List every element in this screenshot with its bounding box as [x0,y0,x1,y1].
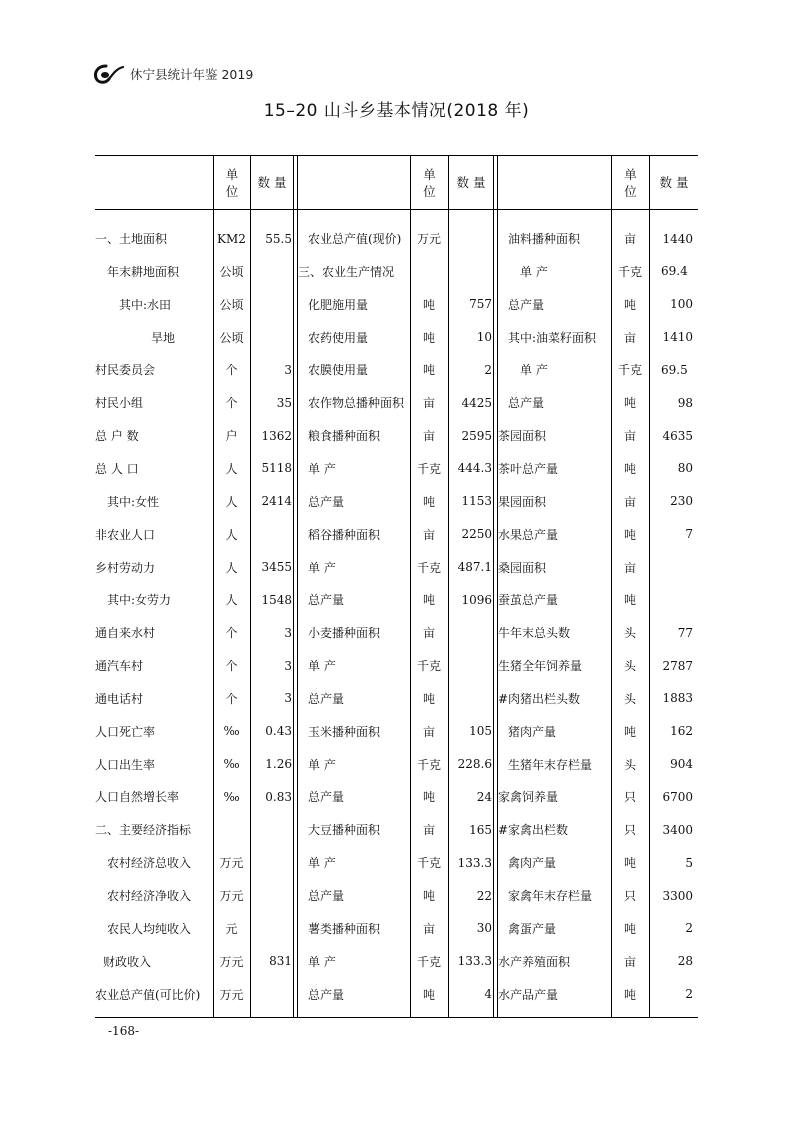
item-value: 0.43 [265,724,292,739]
item-unit: 亩 [422,626,435,641]
item-name: 薯类播种面积 [308,921,381,936]
item-unit: 亩 [623,429,636,444]
table-row [95,288,698,321]
item-name: 通电话村 [95,691,144,706]
item-value: 55.5 [265,231,292,246]
item-unit: 千克 [617,363,642,378]
item-unit: 吨 [422,593,435,608]
item-unit: 吨 [422,494,435,509]
item-unit: ‰ [223,757,240,772]
item-name: 油料播种面积 [508,232,581,246]
item-value: 4 [484,987,492,1002]
item-name: 茶叶总产量 [498,461,559,476]
item-name: 总产量 [508,297,545,312]
item-name: 乡村劳动力 [95,560,156,575]
quantity-header: 数 量 [659,175,689,190]
item-value [250,321,292,354]
item-value: 3 [284,658,292,673]
table-row [95,846,698,879]
item-value: 1883 [662,691,693,706]
item-name: 茶园面积 [498,429,547,444]
item-unit: 亩 [623,560,636,575]
item-unit [410,255,448,288]
item-unit: KM2 [217,231,246,246]
item-unit: 公顷 [219,264,244,279]
item-value: 162 [670,724,693,739]
table-bottom-rule [95,1017,698,1018]
item-name: 其中:女劳力 [107,593,172,608]
item-value: 2250 [461,527,492,542]
item-value: 69.5 [661,362,688,377]
item-name: 其中:女性 [107,494,160,509]
item-unit: 人 [225,593,238,608]
item-unit: 万元 [219,889,244,903]
item-name: 村民小组 [95,396,144,411]
item-value: 5 [685,855,693,870]
item-name: 家禽年末存栏量 [508,889,593,903]
item-unit: 万元 [219,856,244,871]
item-value: 2 [484,362,492,377]
page-number: -168- [108,1024,140,1038]
yearbook-logo-icon [92,63,126,85]
item-name: 三、农业生产情况 [298,264,395,279]
item-unit: 亩 [422,396,435,411]
page-title: 15–20 山斗乡基本情况(2018 年) [263,101,530,121]
item-unit: 人 [225,461,238,476]
table-row [95,222,698,255]
item-unit: ‰ [223,724,240,739]
item-name: 总 户 数 [95,429,139,444]
item-name: 人口自然增长率 [95,790,180,805]
table-row [95,682,698,715]
book-title: 休宁县统计年鉴 2019 [130,67,254,82]
item-name: 人口死亡率 [95,724,156,739]
item-name: 通自来水村 [95,626,156,641]
item-value [250,846,292,879]
table-row [95,616,698,649]
item-unit: 千克 [416,856,441,871]
item-unit: 千克 [416,757,441,772]
item-value: 35 [276,395,292,410]
item-unit: 元 [225,921,238,936]
item-value: 98 [677,395,693,410]
table-row [95,715,698,748]
item-value [250,255,292,288]
item-unit: 吨 [623,724,636,739]
item-name: 蚕茧总产量 [498,593,559,608]
table-row [95,485,698,518]
item-value [250,912,292,945]
item-value: 904 [670,757,693,772]
item-unit: 人 [225,527,238,542]
table-row [95,879,698,912]
table-row [95,452,698,485]
item-unit: 户 [225,429,238,444]
book-header [92,62,253,86]
item-name: 二、主要经济指标 [95,823,192,838]
item-name: 总产量 [308,889,345,903]
item-value [448,649,492,682]
table-row [95,419,698,452]
item-value [649,551,693,584]
item-unit: 吨 [623,921,636,936]
unit-header: 单 位 [624,166,637,199]
item-value: 1.26 [265,757,292,772]
item-unit: 人 [225,494,238,509]
table-row [95,978,698,1011]
item-value: 1440 [662,231,693,246]
item-name: 果园面积 [498,494,547,509]
item-name: 总产量 [308,790,345,805]
item-unit: 人 [225,560,238,575]
item-unit: 吨 [623,396,636,411]
item-unit: 亩 [422,823,435,838]
item-name: 猪肉产量 [508,724,557,739]
item-value: 3 [284,691,292,706]
item-value [649,583,693,616]
item-name: 财政收入 [103,954,152,969]
item-value: 7 [685,527,693,542]
item-value: 5118 [261,461,292,476]
item-name: 其中:油菜籽面积 [508,330,597,345]
item-value: 105 [469,724,492,739]
item-name: 粮食播种面积 [308,429,381,444]
item-value: 24 [476,789,492,804]
item-unit: 千克 [617,264,642,279]
item-unit: 吨 [623,593,636,608]
item-unit: 亩 [623,494,636,509]
table-header-rule [95,209,698,210]
item-value: 1153 [461,494,492,509]
item-unit: 吨 [422,691,435,706]
item-name: 大豆播种面积 [308,823,381,838]
item-value: 3400 [662,822,693,837]
item-unit: 头 [623,626,636,641]
item-value: 1410 [662,330,693,345]
item-unit: 亩 [422,527,435,542]
item-unit: 吨 [623,987,636,1002]
item-unit: 吨 [422,889,435,903]
item-name: 非农业人口 [95,527,156,542]
item-unit: 千克 [416,659,441,674]
table-row [95,649,698,682]
item-value: 1096 [461,592,492,607]
table-row [95,748,698,781]
item-name: 单 产 [308,461,336,476]
item-unit: 公顷 [219,330,244,345]
table-row [95,583,698,616]
item-value: 487.1 [457,560,492,574]
item-value: 444.3 [457,461,492,476]
item-name: 总产量 [308,691,345,706]
item-value: 10 [476,330,492,345]
item-name: 农民人均纯收入 [107,921,192,936]
item-name: 小麦播种面积 [308,626,381,641]
item-unit: 千克 [416,560,441,575]
item-unit: 吨 [623,527,636,542]
quantity-header: 数 量 [257,175,287,190]
item-name: 农膜使用量 [308,363,369,378]
item-value [250,288,292,321]
item-name: 总产量 [508,396,545,411]
item-value: 2414 [261,494,292,509]
item-value: 4635 [662,428,693,443]
item-name: 总产量 [308,593,345,608]
item-value: 3300 [662,888,693,903]
item-value [250,518,292,551]
item-name: #肉猪出栏头数 [498,691,581,706]
item-value: 165 [469,822,492,837]
item-unit: 吨 [422,297,435,312]
item-value: 77 [677,625,693,640]
table-row [95,945,698,978]
item-value: 28 [677,954,693,969]
item-name: 生猪全年饲养量 [498,659,583,674]
item-name: 农业总产值(现价) [308,232,402,246]
item-value: 100 [670,297,693,312]
item-unit: 只 [623,790,636,805]
item-value: 0.83 [265,789,292,804]
unit-header: 单 位 [423,166,436,199]
item-unit: 头 [623,691,636,706]
item-name: 玉米播种面积 [308,724,381,739]
item-name: 单 产 [308,856,336,871]
item-name: 年末耕地面积 [107,264,180,279]
item-unit: 头 [623,757,636,772]
item-unit: 亩 [623,954,636,969]
item-value [448,682,492,715]
item-value: 80 [677,461,693,476]
item-name: 水产品产量 [498,987,559,1002]
item-value [250,978,292,1011]
item-name: 牛年末总头数 [498,626,571,641]
item-name: 农作物总播种面积 [308,396,405,411]
item-unit: 万元 [219,954,244,969]
item-unit: 吨 [623,856,636,871]
item-value: 69.4 [661,264,688,279]
item-unit: 千克 [416,461,441,476]
item-unit: 个 [225,363,238,378]
item-unit: 吨 [422,790,435,805]
item-unit: 千克 [416,954,441,969]
item-unit: 亩 [623,232,636,246]
item-name: 农村经济总收入 [107,856,192,871]
item-name: 农药使用量 [308,330,369,345]
item-unit: 只 [623,823,636,838]
item-name: 禽蛋产量 [508,921,557,936]
item-unit: 吨 [422,363,435,378]
item-value [250,879,292,912]
item-name: 总 人 口 [95,461,139,476]
item-value: 4425 [461,395,492,410]
item-value: 2595 [461,428,492,443]
item-name: 单 产 [520,264,548,279]
item-name: 其中:水田 [119,297,172,312]
item-value: 3 [284,362,292,377]
item-unit: 头 [623,659,636,674]
item-name: 化肥施用量 [308,297,369,312]
table-row [95,353,698,386]
item-name: 一、土地面积 [95,232,168,246]
table-top-rule [95,155,698,156]
item-value: 3 [284,625,292,640]
item-name: 总产量 [308,494,345,509]
table-row [95,912,698,945]
item-name: 稻谷播种面积 [308,527,381,542]
item-unit: 个 [225,396,238,411]
item-unit: 个 [225,626,238,641]
unit-header: 单 位 [225,166,239,199]
item-name: #家禽出栏数 [498,823,569,838]
item-unit: 吨 [422,330,435,345]
item-value [250,813,292,846]
item-unit: 个 [225,659,238,674]
table-row [95,255,698,288]
item-unit: 只 [623,889,636,903]
table-row [95,386,698,419]
item-value: 6700 [662,789,693,804]
item-name: 水产养殖面积 [498,954,571,969]
item-unit: 吨 [623,297,636,312]
item-value: 2787 [662,658,693,673]
item-name: 旱地 [151,330,176,345]
item-unit: 吨 [422,987,435,1002]
item-value: 2 [685,987,693,1002]
item-value: 3455 [261,560,292,574]
item-name: 单 产 [308,757,336,772]
table-row [95,321,698,354]
item-unit: 吨 [623,461,636,476]
item-value [448,616,492,649]
item-unit: 万元 [416,232,441,246]
item-value: 22 [476,888,492,903]
table-row [95,518,698,551]
item-unit [213,813,250,846]
item-value: 133.3 [457,855,492,870]
item-name: 农村经济净收入 [107,889,192,903]
item-value: 228.6 [457,757,492,772]
item-name: 水果总产量 [498,527,559,542]
quantity-header: 数 量 [456,175,486,190]
item-unit: 个 [225,691,238,706]
item-unit: 亩 [422,921,435,936]
item-value: 133.3 [457,954,492,969]
item-value: 230 [670,494,693,509]
item-value: 757 [469,297,492,312]
item-name: 单 产 [308,659,336,674]
item-value: 2 [685,921,693,936]
item-name: 人口出生率 [95,757,156,772]
item-unit: 万元 [219,987,244,1002]
table-row [95,813,698,846]
item-value [448,255,492,288]
item-name: 单 产 [308,560,336,575]
item-value [448,222,492,255]
item-unit: ‰ [223,789,240,804]
item-name: 单 产 [308,954,336,969]
item-value: 1548 [261,592,292,607]
item-name: 桑园面积 [498,560,547,575]
item-unit: 公顷 [219,297,244,312]
item-name: 家禽饲养量 [498,790,559,805]
item-name: 生猪年末存栏量 [508,757,593,772]
item-value: 30 [476,921,492,936]
item-name: 总产量 [308,987,345,1002]
table-row [95,780,698,813]
item-name: 农业总产值(可比价) [95,987,201,1002]
item-unit: 亩 [623,330,636,345]
item-unit: 亩 [422,429,435,444]
item-value: 1362 [261,428,292,443]
item-unit: 亩 [422,724,435,739]
item-name: 禽肉产量 [508,856,557,871]
item-name: 单 产 [520,363,548,378]
item-name: 通汽车村 [95,659,144,674]
table-row [95,551,698,584]
item-value: 831 [269,954,292,969]
item-name: 村民委员会 [95,363,156,378]
